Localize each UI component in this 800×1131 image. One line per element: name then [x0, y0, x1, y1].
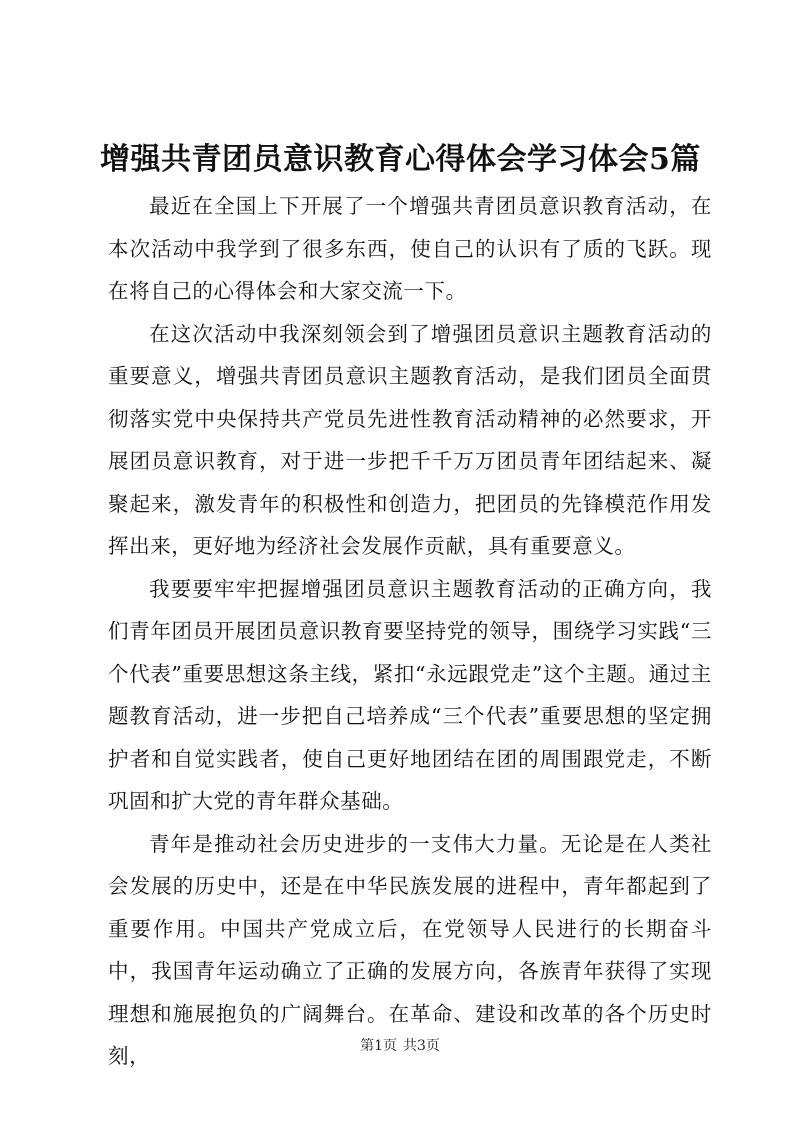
document-body [108, 185, 712, 1078]
paragraph-3: 我要要牢牢把握增强团员意识主题教育活动的正确方向，我们青年团员开展团员意识教育要坚持党的领导，围绕学习实践“三个代表”重要思想这条主线，紧扣“永远跟党走”这个主题。通过主题教育活动，进一步把自己培养成“三个代表”重要思想的坚定拥护者和自觉实践者，使自己更好地团结在团的周围跟党走，不断巩固和扩大党的青年群众基础。 [108, 576, 712, 813]
page-footer [0, 1036, 800, 1056]
document-title: 增强共青团员意识教育心得体会学习体会5篇 [100, 142, 701, 177]
paragraph-2: 在这次活动中我深刻领会到了增强团员意识主题教育活动的重要意义，增强共青团员意识主题教育活动，是我们团员全面贯彻落实党中央保持共产党员先进性教育活动精神的必然要求，开展团员意识教育，对于进一步把千千万万团员青年团结起来、凝聚起来，激发青年的积极性和创造力，把团员的先锋模范作用发挥出来，更好地为经济社会发展作贡献，具有重要意义。 [108, 321, 712, 558]
page-number: 第1页 [360, 1038, 397, 1054]
paragraph-1: 最近在全国上下开展了一个增强共青团员意识教育活动，在本次活动中我学到了很多东西，使自己的认识有了质的飞跃。现在将自己的心得体会和大家交流一下。 [108, 194, 712, 303]
paragraph-4: 青年是推动社会历史进步的一支伟大力量。无论是在人类社会发展的历史中，还是在中华民族发展的进程中，青年都起到了重要作用。中国共产党成立后，在党领导人民进行的长期奋斗中，我国青年运动确立了正确的发展方向，各族青年获得了实现理想和施展抱负的广阔舞台。在革命、建设和改革的各个历史时刻， [108, 831, 712, 1068]
page-total: 共3页 [403, 1038, 440, 1054]
